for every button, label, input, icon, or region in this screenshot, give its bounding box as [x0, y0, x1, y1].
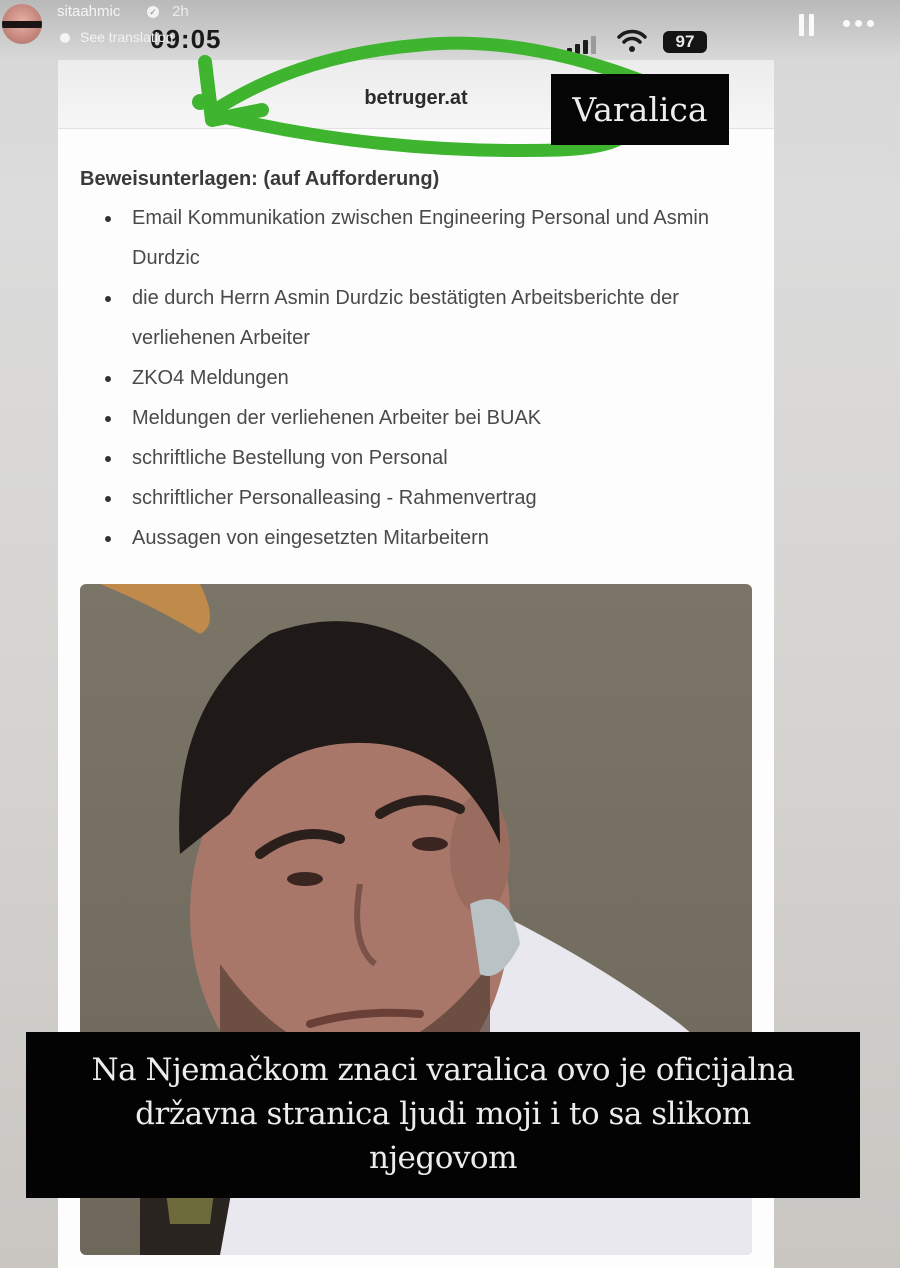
list-item: Aussagen von eingesetzten Mitarbeitern: [102, 518, 752, 558]
green-arrow-annotation: [0, 0, 900, 200]
varalica-label: [551, 74, 729, 145]
verified-badge-icon: ✓: [147, 6, 159, 18]
list-item: Email Kommunikation zwischen Engineering Personal und Asmin Durdzic: [102, 198, 752, 278]
evidence-list: [102, 198, 752, 558]
story-username[interactable]: sitaahmic: [57, 3, 121, 20]
caption-line: Na Njemačkom znaci varalica ovo je oficijalna: [91, 1052, 795, 1088]
battery-indicator: 97: [663, 31, 707, 53]
varalica-label-text: Varalica: [572, 90, 708, 129]
list-item: Meldungen der verliehenen Arbeiter bei BUAK: [102, 398, 752, 438]
list-item: ZKO4 Meldungen: [102, 358, 752, 398]
list-item: schriftlicher Personalleasing - Rahmenvertrag: [102, 478, 752, 518]
story-time-ago: 2h: [172, 3, 189, 20]
section-title: Beweisunterlagen: (auf Aufforderung): [80, 168, 440, 190]
status-bar-clock: 09:05: [150, 24, 222, 54]
see-translation-link[interactable]: See translation: [80, 29, 174, 45]
list-item: die durch Herrn Asmin Durdzic bestätigten Arbeitsberichte der verliehenen Arbeiter: [102, 278, 752, 358]
list-item: schriftliche Bestellung von Personal: [102, 438, 752, 478]
caption-line: državna stranica ljudi moji i to sa slikom: [135, 1096, 751, 1132]
story-caption: [26, 1032, 860, 1198]
caption-line: njegovom: [368, 1140, 517, 1176]
site-title: betruger.at: [364, 87, 468, 109]
